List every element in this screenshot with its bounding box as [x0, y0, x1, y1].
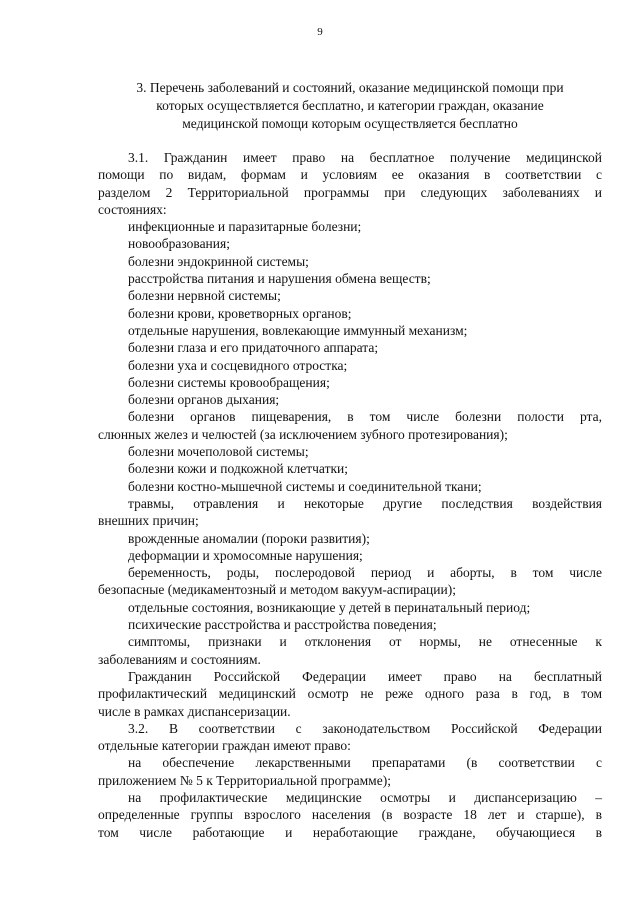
condition-item: отдельные нарушения, вовлекающие иммунный механизм; [128, 322, 468, 338]
text-line: Гражданин Российской Федерации имеет право на бесплатный [128, 668, 602, 684]
text-line: помощи по видам, формам и условиям ее оказания в соответствии с [98, 167, 602, 183]
text-line: болезни органов пищеварения, в том числе болезни полости рта, [128, 409, 602, 425]
condition-item: болезни нервной системы; [128, 288, 281, 304]
text-line: том числе работающие и неработающие граждане, обучающиеся в [98, 824, 602, 840]
text-line: профилактический медицинский осмотр не реже одного раза в год, в том [98, 686, 602, 702]
text-line: заболеваниям и состояниям. [98, 651, 261, 667]
condition-item: болезни мочеполовой системы; [128, 444, 309, 460]
condition-item [98, 633, 602, 668]
conditions-list [98, 218, 602, 668]
condition-item: болезни органов дыхания; [128, 392, 280, 408]
condition-item: болезни эндокринной системы; [128, 253, 309, 269]
condition-item: инфекционные и паразитарные болезни; [128, 219, 362, 235]
condition-item: болезни системы кровообращения; [128, 374, 330, 390]
condition-item: врожденные аномалии (пороки развития); [128, 530, 370, 546]
section-heading [98, 79, 602, 133]
text-line: определенные группы взрослого населения (в возрасте 18 лет и старше), в [98, 807, 602, 823]
text-line: слюнных желез и челюстей (за исключением зубного протезирования); [98, 426, 508, 442]
paragraph-3-1 [98, 149, 602, 218]
page-number: 9 [317, 26, 323, 38]
text-line: внешних причин; [98, 513, 199, 529]
condition-item: деформации и хромосомные нарушения; [128, 547, 363, 563]
text-line: числе в рамках диспансеризации. [98, 703, 291, 719]
text-line: травмы, отравления и некоторые другие последствия воздействия [128, 495, 602, 511]
text-line: приложением № 5 к Территориальной программе); [98, 772, 391, 788]
text-line: беременность, роды, послеродовой период и аборты, в том числе [128, 565, 602, 581]
condition-item: отдельные состояния, возникающие у детей в перинатальный период; [128, 599, 531, 615]
text-line: разделом 2 Территориальной программы при следующих заболеваниях и [98, 184, 602, 200]
condition-item: болезни костно-мышечной системы и соединительной ткани; [128, 478, 482, 494]
condition-item: болезни уха и сосцевидного отростка; [128, 357, 348, 373]
heading-line: 3. Перечень заболеваний и состояний, оказание медицинской помощи при [136, 80, 564, 95]
heading-line: медицинской помощи которым осуществляется бесплатно [182, 116, 518, 131]
text-line: на профилактические медицинские осмотры и диспансеризацию – [128, 789, 602, 805]
paragraph-3-2 [98, 720, 602, 755]
rights-list [98, 754, 602, 840]
heading-line: которых осуществляется бесплатно, и категории граждан, оказание [156, 98, 544, 113]
right-item [98, 789, 602, 841]
document-body [98, 149, 602, 841]
condition-item: болезни крови, кроветворных органов; [128, 305, 352, 321]
text-line: симптомы, признаки и отклонения от нормы, не отнесенные к [128, 634, 602, 650]
condition-item: болезни кожи и подкожной клетчатки; [128, 461, 349, 477]
text-line: 3.1. Гражданин имеет право на бесплатное получение медицинской [128, 150, 602, 165]
text-line: отдельные категории граждан имеют право: [98, 738, 351, 754]
condition-item: новообразования; [128, 236, 230, 252]
condition-item [98, 564, 602, 599]
condition-item [98, 408, 602, 443]
right-item [98, 754, 602, 789]
condition-item [98, 495, 602, 530]
preventive-checkup-paragraph [98, 668, 602, 720]
condition-item: психические расстройства и расстройства поведения; [128, 617, 437, 633]
condition-item: расстройства питания и нарушения обмена веществ; [128, 271, 431, 287]
text-line: на обеспечение лекарственными препаратами (в соответствии с [128, 755, 602, 771]
text-line: состояниях: [98, 201, 167, 217]
text-line: безопасные (медикаментозный и методом вакуум-аспирации); [98, 582, 456, 598]
condition-item: болезни глаза и его придаточного аппарата; [128, 340, 379, 356]
text-line: 3.2. В соответствии с законодательством Российской Федерации [128, 720, 602, 736]
